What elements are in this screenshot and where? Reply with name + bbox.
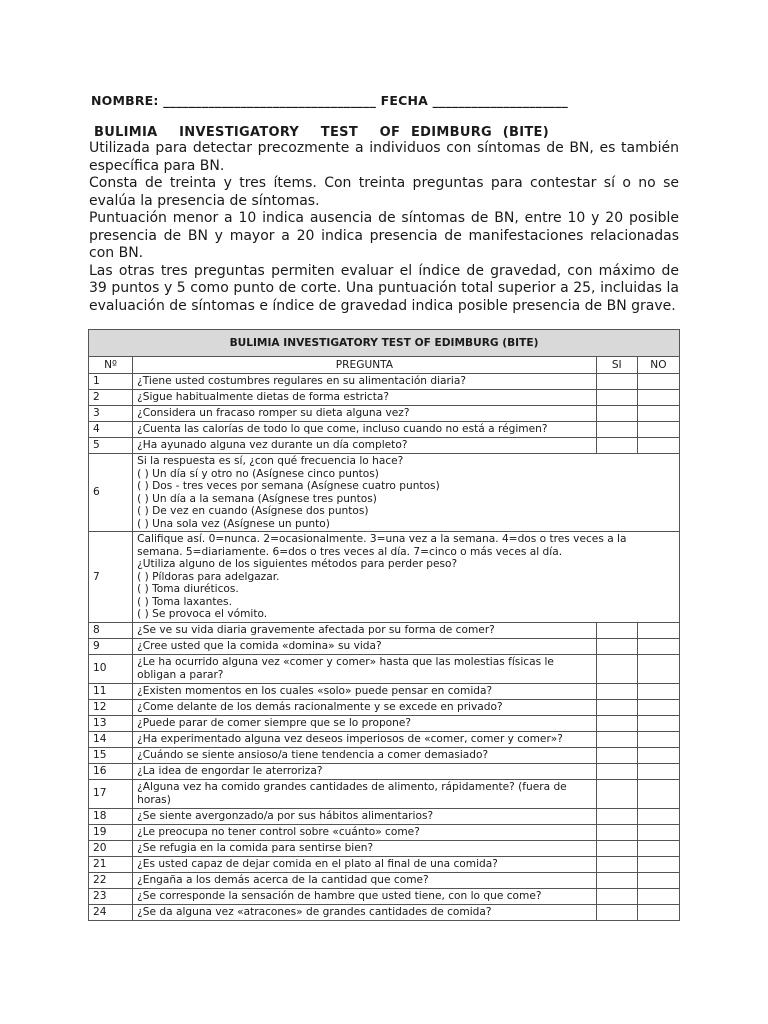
question-number: 4 <box>89 422 133 438</box>
table-row <box>89 422 680 438</box>
bite-questionnaire-table <box>88 329 680 921</box>
question-text: ¿Cuenta las calorías de todo lo que come, incluso cuando no está a régimen? <box>133 422 597 438</box>
table-row <box>89 622 680 638</box>
answer-no-cell[interactable] <box>637 808 679 824</box>
question-line: ( ) Dos - tres veces por semana (Asígnese cuatro puntos) <box>137 480 440 492</box>
answer-no-cell[interactable] <box>637 747 679 763</box>
answer-si-cell[interactable] <box>596 699 637 715</box>
question-text: ¿Le ha ocurrido alguna vez «comer y comer» hasta que las molestias físicas le obligan a parar? <box>133 654 597 683</box>
question-number: 3 <box>89 406 133 422</box>
table-row <box>89 872 680 888</box>
question-rows <box>89 374 680 921</box>
table-row <box>89 856 680 872</box>
document-title: BULIMIA INVESTIGATORY TEST OF EDIMBURG (BITE) <box>94 125 549 140</box>
answer-si-cell[interactable] <box>596 904 637 920</box>
question-text: ¿Cuándo se siente ansioso/a tiene tendencia a comer demasiado? <box>133 747 597 763</box>
col-header-si: SI <box>596 357 637 374</box>
question-number: 9 <box>89 638 133 654</box>
answer-no-cell[interactable] <box>637 856 679 872</box>
answer-si-cell[interactable] <box>596 872 637 888</box>
question-line: ¿Utiliza alguno de los siguientes métodos para perder peso? <box>137 558 458 570</box>
question-number: 11 <box>89 683 133 699</box>
table-row <box>89 374 680 390</box>
answer-no-cell[interactable] <box>637 699 679 715</box>
table-row <box>89 731 680 747</box>
answer-no-cell[interactable] <box>637 683 679 699</box>
question-number: 7 <box>89 532 133 623</box>
question-text <box>133 454 680 532</box>
table-row <box>89 715 680 731</box>
answer-si-cell[interactable] <box>596 840 637 856</box>
table-row <box>89 532 680 623</box>
answer-no-cell[interactable] <box>637 638 679 654</box>
table-row <box>89 454 680 532</box>
question-number: 5 <box>89 438 133 454</box>
answer-si-cell[interactable] <box>596 654 637 683</box>
question-line: ( ) Una sola vez (Asígnese un punto) <box>137 517 330 530</box>
answer-si-cell[interactable] <box>596 763 637 779</box>
answer-no-cell[interactable] <box>637 622 679 638</box>
answer-no-cell[interactable] <box>637 406 679 422</box>
answer-si-cell[interactable] <box>596 856 637 872</box>
intro-text <box>89 140 679 315</box>
answer-si-cell[interactable] <box>596 683 637 699</box>
answer-si-cell[interactable] <box>596 438 637 454</box>
answer-si-cell[interactable] <box>596 638 637 654</box>
question-number: 13 <box>89 715 133 731</box>
question-number: 1 <box>89 374 133 390</box>
answer-si-cell[interactable] <box>596 422 637 438</box>
question-line: Si la respuesta es sí, ¿con qué frecuencia lo hace? <box>137 455 404 467</box>
question-text: ¿Es usted capaz de dejar comida en el plato al final de una comida? <box>133 856 597 872</box>
question-text: ¿Le preocupa no tener control sobre «cuánto» come? <box>133 824 597 840</box>
question-number: 16 <box>89 763 133 779</box>
table-row <box>89 747 680 763</box>
question-number: 14 <box>89 731 133 747</box>
nombre-blank: _________________________________ <box>163 93 377 108</box>
question-number: 2 <box>89 390 133 406</box>
question-number: 8 <box>89 622 133 638</box>
answer-si-cell[interactable] <box>596 808 637 824</box>
table-row <box>89 904 680 920</box>
question-text: ¿Se siente avergonzado/a por sus hábitos alimentarios? <box>133 808 597 824</box>
name-date-line <box>91 93 568 108</box>
answer-si-cell[interactable] <box>596 406 637 422</box>
question-number: 18 <box>89 808 133 824</box>
intro-paragraph: Consta de treinta y tres ítems. Con treinta preguntas para contestar sí o no se evalúa la presencia de síntomas. <box>89 175 679 209</box>
table-row <box>89 779 680 808</box>
answer-no-cell[interactable] <box>637 374 679 390</box>
intro-paragraph: Puntuación menor a 10 indica ausencia de síntomas de BN, entre 10 y 20 posible presencia de BN y mayor a 20 indica presencia de manifestaciones relacionadas con BN. <box>89 210 679 261</box>
question-text: ¿Se corresponde la sensación de hambre que usted tiene, con lo que come? <box>133 888 597 904</box>
table-row <box>89 763 680 779</box>
question-line: ( ) Un día sí y otro no (Asígnese cinco puntos) <box>137 467 379 480</box>
question-number: 19 <box>89 824 133 840</box>
question-text: ¿Se ve su vida diaria gravemente afectada por su forma de comer? <box>133 622 597 638</box>
table-row <box>89 654 680 683</box>
question-number: 24 <box>89 904 133 920</box>
table-row <box>89 840 680 856</box>
question-text: ¿Come delante de los demás racionalmente y se excede en privado? <box>133 699 597 715</box>
question-line: semana. 5=diariamente. 6=dos o tres veces al día. 7=cinco o más veces al día. <box>137 545 563 558</box>
answer-si-cell[interactable] <box>596 779 637 808</box>
question-number: 10 <box>89 654 133 683</box>
answer-no-cell[interactable] <box>637 872 679 888</box>
table-row <box>89 638 680 654</box>
question-text: ¿Ha experimentado alguna vez deseos imperiosos de «comer, comer y comer»? <box>133 731 597 747</box>
question-number: 12 <box>89 699 133 715</box>
question-line: ( ) Toma diuréticos. <box>137 583 239 595</box>
answer-no-cell[interactable] <box>637 715 679 731</box>
fecha-label: FECHA <box>380 93 428 108</box>
answer-si-cell[interactable] <box>596 374 637 390</box>
question-text: ¿Tiene usted costumbres regulares en su alimentación diaria? <box>133 374 597 390</box>
answer-si-cell[interactable] <box>596 390 637 406</box>
question-text <box>133 532 680 623</box>
question-number: 20 <box>89 840 133 856</box>
answer-no-cell[interactable] <box>637 654 679 683</box>
question-text: ¿Ha ayunado alguna vez durante un día completo? <box>133 438 597 454</box>
answer-si-cell[interactable] <box>596 888 637 904</box>
answer-no-cell[interactable] <box>637 824 679 840</box>
column-header-row <box>89 357 680 374</box>
nombre-label: NOMBRE: <box>91 93 159 108</box>
answer-si-cell[interactable] <box>596 731 637 747</box>
answer-no-cell[interactable] <box>637 390 679 406</box>
answer-si-cell[interactable] <box>596 824 637 840</box>
answer-no-cell[interactable] <box>637 779 679 808</box>
question-line: ( ) Píldoras para adelgazar. <box>137 570 280 583</box>
table-row <box>89 808 680 824</box>
col-header-question: PREGUNTA <box>133 357 597 374</box>
question-number: 17 <box>89 779 133 808</box>
answer-no-cell[interactable] <box>637 422 679 438</box>
table-row <box>89 390 680 406</box>
question-line: ( ) Un día a la semana (Asígnese tres puntos) <box>137 492 377 505</box>
answer-no-cell[interactable] <box>637 888 679 904</box>
question-number: 21 <box>89 856 133 872</box>
answer-no-cell[interactable] <box>637 763 679 779</box>
question-text: ¿Engaña a los demás acerca de la cantidad que come? <box>133 872 597 888</box>
question-line: Califique así. 0=nunca. 2=ocasionalmente. 3=una vez a la semana. 4=dos o tres veces a la <box>137 533 627 545</box>
fecha-blank: _____________________ <box>432 93 569 108</box>
question-text: ¿Alguna vez ha comido grandes cantidades de alimento, rápidamente? (fuera de horas) <box>133 779 597 808</box>
question-text: ¿Considera un fracaso romper su dieta alguna vez? <box>133 406 597 422</box>
intro-paragraph: Las otras tres preguntas permiten evaluar el índice de gravedad, con máximo de 39 puntos y 5 como punto de corte. Una puntuación total superior a 25, incluidas la evaluación de síntomas e índice de gravedad indica posible presencia de BN grave. <box>89 262 679 314</box>
table-row <box>89 824 680 840</box>
answer-si-cell[interactable] <box>596 622 637 638</box>
question-line: ( ) Se provoca el vómito. <box>137 608 268 620</box>
answer-si-cell[interactable] <box>596 715 637 731</box>
answer-si-cell[interactable] <box>596 747 637 763</box>
table-row <box>89 438 680 454</box>
table-title-row <box>89 330 680 357</box>
answer-no-cell[interactable] <box>637 438 679 454</box>
question-text: ¿Sigue habitualmente dietas de forma estricta? <box>133 390 597 406</box>
table-row <box>89 406 680 422</box>
question-text: ¿Se refugia en la comida para sentirse bien? <box>133 840 597 856</box>
question-line: ( ) De vez en cuando (Asígnese dos puntos) <box>137 505 369 517</box>
question-number: 6 <box>89 454 133 532</box>
table-row <box>89 683 680 699</box>
question-number: 22 <box>89 872 133 888</box>
table-row <box>89 699 680 715</box>
answer-no-cell[interactable] <box>637 840 679 856</box>
question-text: ¿Se da alguna vez «atracones» de grandes cantidades de comida? <box>133 904 597 920</box>
answer-no-cell[interactable] <box>637 731 679 747</box>
question-line: ( ) Toma laxantes. <box>137 595 232 608</box>
question-number: 23 <box>89 888 133 904</box>
question-text: ¿Existen momentos en los cuales «solo» puede pensar en comida? <box>133 683 597 699</box>
table-title: BULIMIA INVESTIGATORY TEST OF EDIMBURG (BITE) <box>89 330 680 357</box>
question-text: ¿Cree usted que la comida «domina» su vida? <box>133 638 597 654</box>
question-number: 15 <box>89 747 133 763</box>
col-header-number: Nº <box>89 357 133 374</box>
question-text: ¿Puede parar de comer siempre que se lo propone? <box>133 715 597 731</box>
question-text: ¿La idea de engordar le aterroriza? <box>133 763 597 779</box>
col-header-no: NO <box>637 357 679 374</box>
intro-paragraph: Utilizada para detectar precozmente a individuos con síntomas de BN, es también específica para BN. <box>89 140 679 174</box>
answer-no-cell[interactable] <box>637 904 679 920</box>
table-row <box>89 888 680 904</box>
